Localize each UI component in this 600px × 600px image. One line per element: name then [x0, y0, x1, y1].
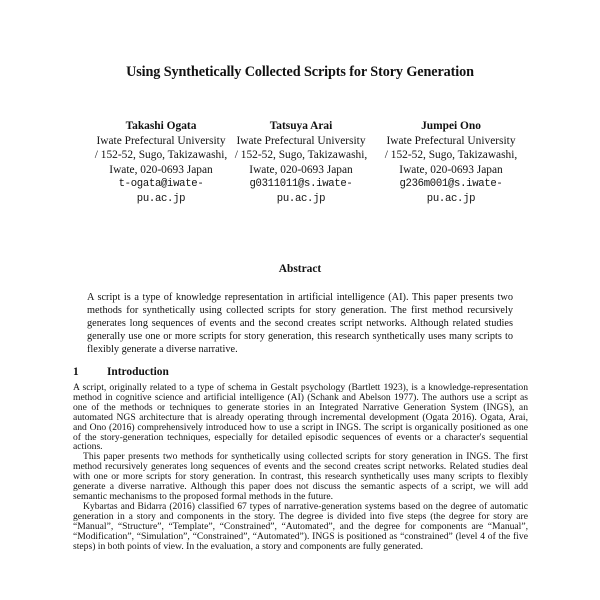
author-name: Tatsuya Arai: [269, 120, 333, 132]
section-body: [73, 383, 528, 551]
author-affiliation: Iwate Prefectural University: [96, 134, 226, 147]
author-address-line: / 152-52, Sugo, Takizawashi,: [234, 149, 368, 162]
author-address-line: Iwate, 020-0693 Japan: [109, 163, 213, 176]
section-number: 1: [73, 366, 79, 378]
author-email: g0311011@s.iwate-: [249, 178, 353, 191]
body-paragraph: A script, originally related to a type of schema in Gestalt psychology (Bartlett 1923), is a knowledge-representation method in cognitive science and artificial intelligence (AI) (Schank and Abelson 1977). The authors use a script as one of the methods or techniques to generate stories in an Integrated Narrative Generation System (INGS), an automated NGS architecture that is already operating through incremental development (Ogata 2016). Ogata, Arai, and Ono (2016) comprehensively introduced how to use a script in INGS. The script is organically positioned as one of the story-generation techniques, especially for detailed episodic sequences of events or a character's sequential actions.: [73, 382, 528, 453]
abstract-text: A script is a type of knowledge representation in artificial intelligence (AI). This paper presents two methods for synthetically using collected scripts for story generation. The first method recursively generates long sequences of events and the second creates script networks. Although related studies generally use one or more scripts for story generation, this research synthetically uses many scripts to flexibly generate a diverse narrative.: [87, 292, 513, 356]
author-email: g236m001@s.iwate-: [399, 178, 503, 191]
body-paragraph: This paper presents two methods for synthetically using collected scripts for story generation in INGS. The first method recursively generates long sequences of events and the second creates script networks. Related studies deal with one or more scripts for story generation. In contrast, this research synthetically uses many scripts to flexibly generate a diverse narrative. Although this paper does not discuss the semantic aspects of a script, we will add semantic mechanisms to the proposed formal methods in the future.: [73, 451, 528, 502]
author-email: pu.ac.jp: [136, 192, 186, 205]
author-name: Takashi Ogata: [125, 120, 197, 132]
author-affiliation: Iwate Prefectural University: [386, 134, 516, 147]
author-email: pu.ac.jp: [276, 192, 326, 205]
author-affiliation: Iwate Prefectural University: [236, 134, 366, 147]
section-title: Introduction: [107, 366, 169, 378]
author-email: pu.ac.jp: [426, 192, 476, 205]
body-paragraph: Kybartas and Bidarra (2016) classified 67 types of narrative-generation systems based on the degree of automatic generation in a story and components in the story. The degree is divided into five steps (the degree for story are “Manual”, “Structure”, “Template”, “Constrained”, “Automated”, and the degree for components are “Manual”, “Modification”, “Simulation”, “Constrained”, “Automated”). INGS is positioned as “constrained” (level 4 of the five steps) in both points of view. In the evaluation, a story and components are fully generated.: [73, 500, 528, 552]
author-address-line: / 152-52, Sugo, Takizawashi,: [94, 149, 228, 162]
author-address-line: / 152-52, Sugo, Takizawashi,: [384, 149, 518, 162]
author-name: Jumpei Ono: [421, 120, 481, 132]
paper-title: Using Synthetically Collected Scripts for Story Generation: [126, 64, 474, 80]
abstract-heading: Abstract: [278, 263, 322, 275]
author-card: [226, 119, 376, 207]
author-card: [376, 119, 526, 207]
author-address-line: Iwate, 020-0693 Japan: [249, 163, 353, 176]
author-email: t-ogata@iwate-: [118, 178, 204, 191]
author-address-line: Iwate, 020-0693 Japan: [399, 163, 503, 176]
author-card: [86, 119, 236, 207]
section-heading: [73, 366, 533, 378]
